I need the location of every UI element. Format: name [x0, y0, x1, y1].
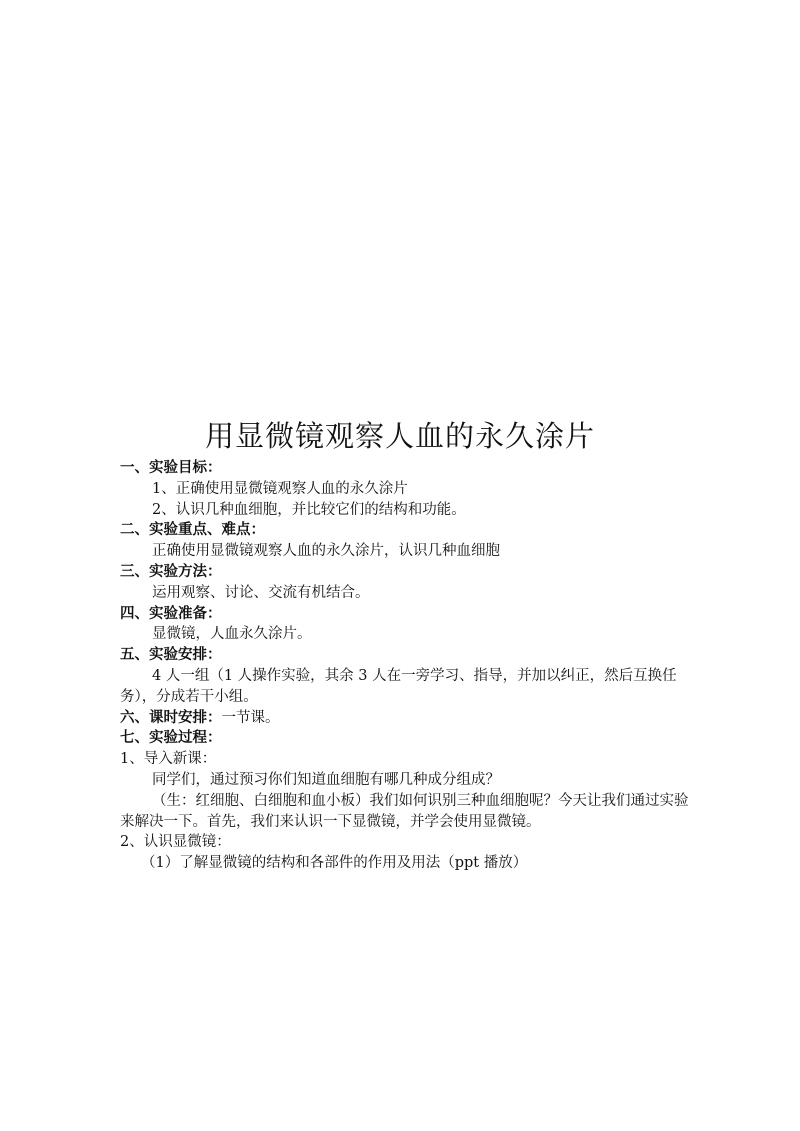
process-step-2-label: 2、认识显微镜： [120, 834, 231, 851]
section-heading-key-points: 二、实验重点、难点： [120, 522, 265, 539]
objective-item-2: 2、认识几种血细胞，并比较它们的结构和功能。 [152, 501, 466, 518]
section-heading-arrangement: 五、实验安排： [120, 647, 222, 664]
objective-item-1: 1、正确使用显微镜观察人血的永久涂片 [152, 480, 408, 497]
key-points-text: 正确使用显微镜观察人血的永久涂片，认识几种血细胞 [152, 543, 500, 560]
section-heading-schedule: 六、课时安排： [120, 709, 222, 726]
document-title: 用显微镜观察人血的永久涂片 [204, 419, 595, 453]
methods-text: 运用观察、讨论、交流有机结合。 [152, 584, 370, 601]
process-step-1-paragraph-2: （生：红细胞、白细胞和血小板）我们如何识别三种血细胞呢？今天让我们通过实验来解决一下。首先，我们来认识一下显微镜，并学会使用显微镜。 [120, 792, 689, 830]
section-schedule [120, 708, 690, 729]
process-step-1-paragraph-1: 同学们，通过预习你们知道血细胞有哪几种成分组成？ [152, 771, 500, 788]
document-body [120, 458, 690, 874]
schedule-text: 一节课。 [221, 709, 280, 726]
arrangement-text: 4 人一组（1 人操作实验，其余 3 人在一旁学习、指导，并加以纠正，然后互换任务），分成若干小组。 [120, 667, 677, 705]
process-step-2-sub-1: （1）了解显微镜的结构和各部件的作用及用法（ppt 播放） [141, 855, 528, 872]
section-heading-objectives: 一、实验目标： [120, 460, 222, 476]
preparation-text: 显微镜，人血永久涂片。 [152, 626, 312, 643]
section-heading-preparation: 四、实验准备： [120, 605, 222, 622]
process-step-1-label: 1、导入新课： [120, 751, 217, 768]
section-heading-process: 七、实验过程： [120, 730, 222, 747]
section-heading-methods: 三、实验方法： [120, 563, 222, 580]
